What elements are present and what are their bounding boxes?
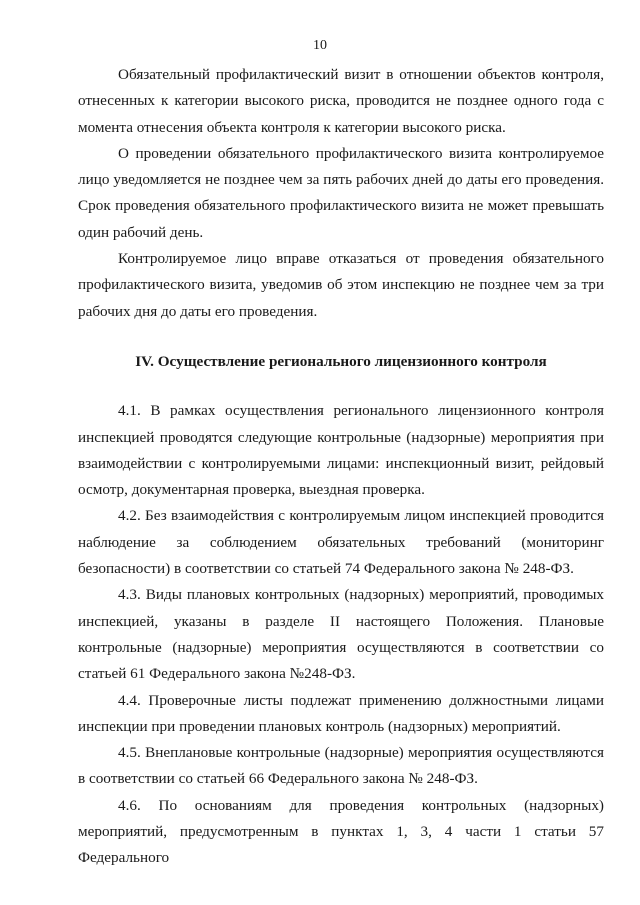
page-number: 10	[313, 38, 327, 53]
paragraph-4-5: 4.5. Внеплановые контрольные (надзорные) мероприятия осуществляются в соответствии со статьей 66 Федерального закона № 248-ФЗ.	[78, 744, 604, 788]
paragraph-mandatory-visit-timing: Обязательный профилактический визит в отношении объектов контроля, отнесенных к категории высокого риска, проводится не позднее одного года с момента отнесения объекта контроля к категории высокого риска.	[78, 66, 604, 136]
paragraph-visit-notification: О проведении обязательного профилактического визита контролируемое лицо уведомляется не позднее чем за пять рабочих дней до даты его проведения. Срок проведения обязательного профилактического визита не может превышать один рабочий день.	[78, 144, 604, 241]
paragraph-4-1: 4.1. В рамках осуществления регионального лицензионного контроля инспекцией проводятся следующие контрольные (надзорные) мероприятия при взаимодействии с контролируемыми лицами: инспекционный визит, рейдовый осмотр, документарная проверка, выездная проверка.	[78, 402, 604, 499]
paragraph-4-6: 4.6. По основаниям для проведения контрольных (надзорных) мероприятий, предусмотренным в пунктах 1, 3, 4 части 1 статьи 57 Федерального	[78, 796, 604, 867]
paragraph-4-4: 4.4. Проверочные листы подлежат применению должностными лицами инспекции при проведении плановых контроль (надзорных) мероприятий.	[78, 691, 604, 735]
section-heading: IV. Осуществление регионального лицензионного контроля	[135, 352, 547, 370]
document-body	[78, 62, 604, 872]
paragraph-4-2: 4.2. Без взаимодействия с контролируемым лицом инспекцией проводится наблюдение за соблюдением обязательных требований (мониторинг безопасности) в соответствии со статьей 74 Федерального закона № 248-ФЗ.	[78, 507, 604, 578]
paragraph-visit-refusal: Контролируемое лицо вправе отказаться от проведения обязательного профилактического визита, уведомив об этом инспекцию не позднее чем за три рабочих дня до даты его проведения.	[78, 250, 604, 320]
paragraph-4-3: 4.3. Виды плановых контрольных (надзорных) мероприятий, проводимых инспекцией, указаны в разделе II настоящего Положения. Плановые контрольные (надзорные) мероприятия осуществляются в соответствии со статьей 61 Федерального закона №248-ФЗ.	[78, 586, 604, 683]
